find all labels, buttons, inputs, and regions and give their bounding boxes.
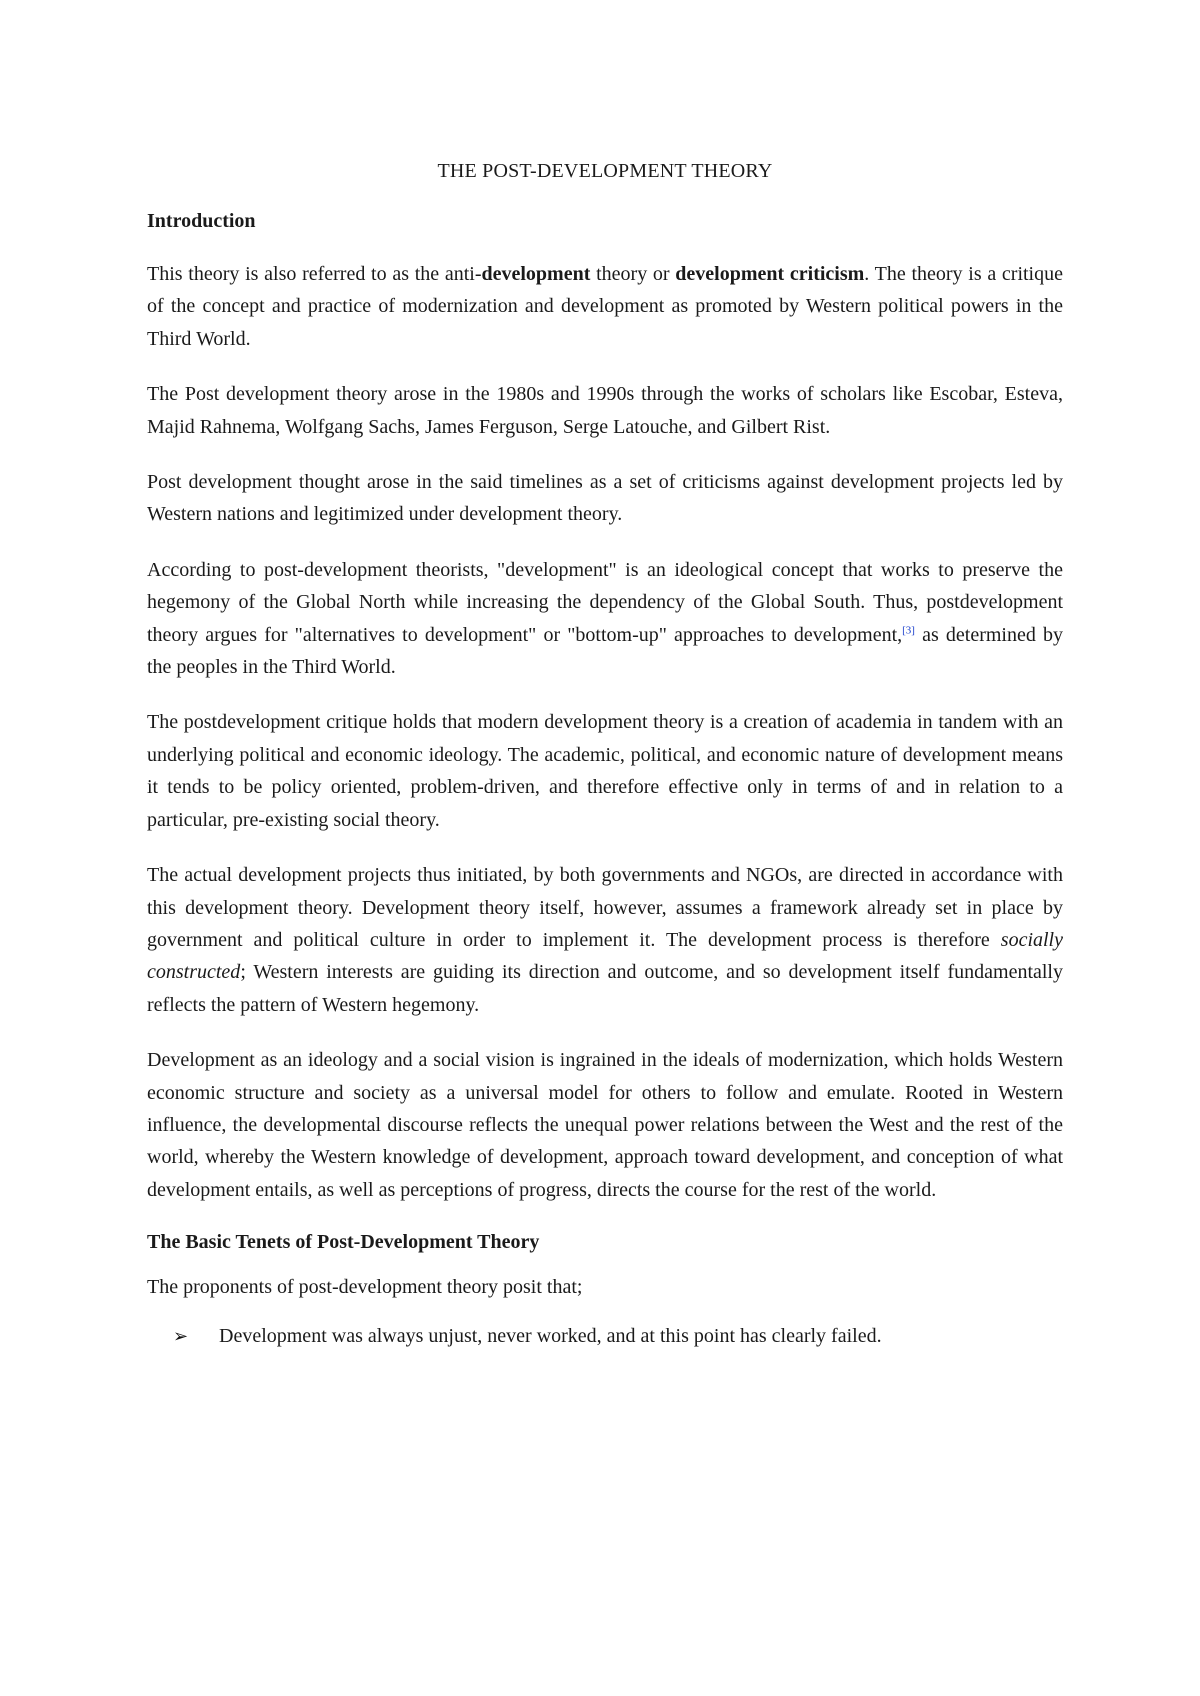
paragraph-1-bold-a: development — [481, 263, 591, 285]
paragraph-1-text-a: This theory is also referred to as the anti- — [147, 263, 482, 285]
document-title: THE POST-DEVELOPMENT THEORY — [437, 160, 773, 182]
introduction-heading: Introduction — [147, 210, 256, 232]
paragraph-6 — [147, 859, 1063, 1021]
footnote-reference-link[interactable]: [3] — [902, 624, 915, 636]
tenets-lead-paragraph: The proponents of post-development theory posit that; — [147, 1276, 583, 1299]
list-item — [173, 1320, 1063, 1353]
paragraph-6-text-b: ; Western interests are guiding its direction and outcome, and so development itself fundamentally reflects the pattern of Western hegemony. — [147, 961, 1063, 1016]
paragraph-4-text-b: as determined by the peoples in the Third World. — [147, 623, 1063, 679]
document-page — [147, 158, 1063, 1353]
paragraph-4-text-a: According to post-development theorists, "development" is an ideological concept that works to preserve the hegemony of the Global North while increasing the dependency of the Global South. Thus, postdevelopment theory argues for "alternatives to development" or "bottom-up" approaches to development, — [147, 558, 1063, 646]
paragraph-4 — [147, 554, 1063, 684]
tenets-list — [147, 1320, 1063, 1353]
list-item-text: Development was always unjust, never worked, and at this point has clearly failed. — [219, 1324, 882, 1347]
paragraph-6-text-a: The actual development projects thus initiated, by both governments and NGOs, are directed in accordance with this development theory. Development theory itself, however, assumes a framework already set in place by government and political culture in order to implement it. The development process is therefore — [147, 864, 1063, 951]
paragraph-1-bold-b: development criticism — [675, 263, 865, 285]
paragraph-7: Development as an ideology and a social vision is ingrained in the ideals of modernization, which holds Western economic structure and society as a universal model for others to follow and emulate. Rooted in Western influence, the developmental discourse reflects the unequal power relations between the West and the rest of the world, whereby the Western knowledge of development, approach toward development, and conception of what development entails, as well as perceptions of progress, directs the course for the rest of the world. — [147, 1049, 1063, 1201]
paragraph-1 — [147, 258, 1063, 355]
arrow-bullet-icon: ➢ — [173, 1325, 189, 1347]
paragraph-1-text-c: . The theory is a critique of the concept and practice of modernization and development as promoted by Western political powers in the Third World. — [147, 263, 1063, 350]
paragraph-1-text-b: theory or — [590, 263, 676, 285]
paragraph-5: The postdevelopment critique holds that modern development theory is a creation of academia in tandem with an underlying political and economic ideology. The academic, political, and economic nature of development means it tends to be policy oriented, problem-driven, and therefore effective only in terms of and in relation to a particular, pre-existing social theory. — [147, 711, 1063, 831]
paragraph-2: The Post development theory arose in the 1980s and 1990s through the works of scholars like Escobar, Esteva, Majid Rahnema, Wolfgang Sachs, James Ferguson, Serge Latouche, and Gilbert Rist. — [147, 383, 1063, 438]
tenets-heading: The Basic Tenets of Post-Development Theory — [147, 1231, 540, 1254]
paragraph-6-italic: socially constructed — [147, 928, 1063, 984]
paragraph-3: Post development thought arose in the said timelines as a set of criticisms against development projects led by Western nations and legitimized under development theory. — [147, 471, 1063, 526]
